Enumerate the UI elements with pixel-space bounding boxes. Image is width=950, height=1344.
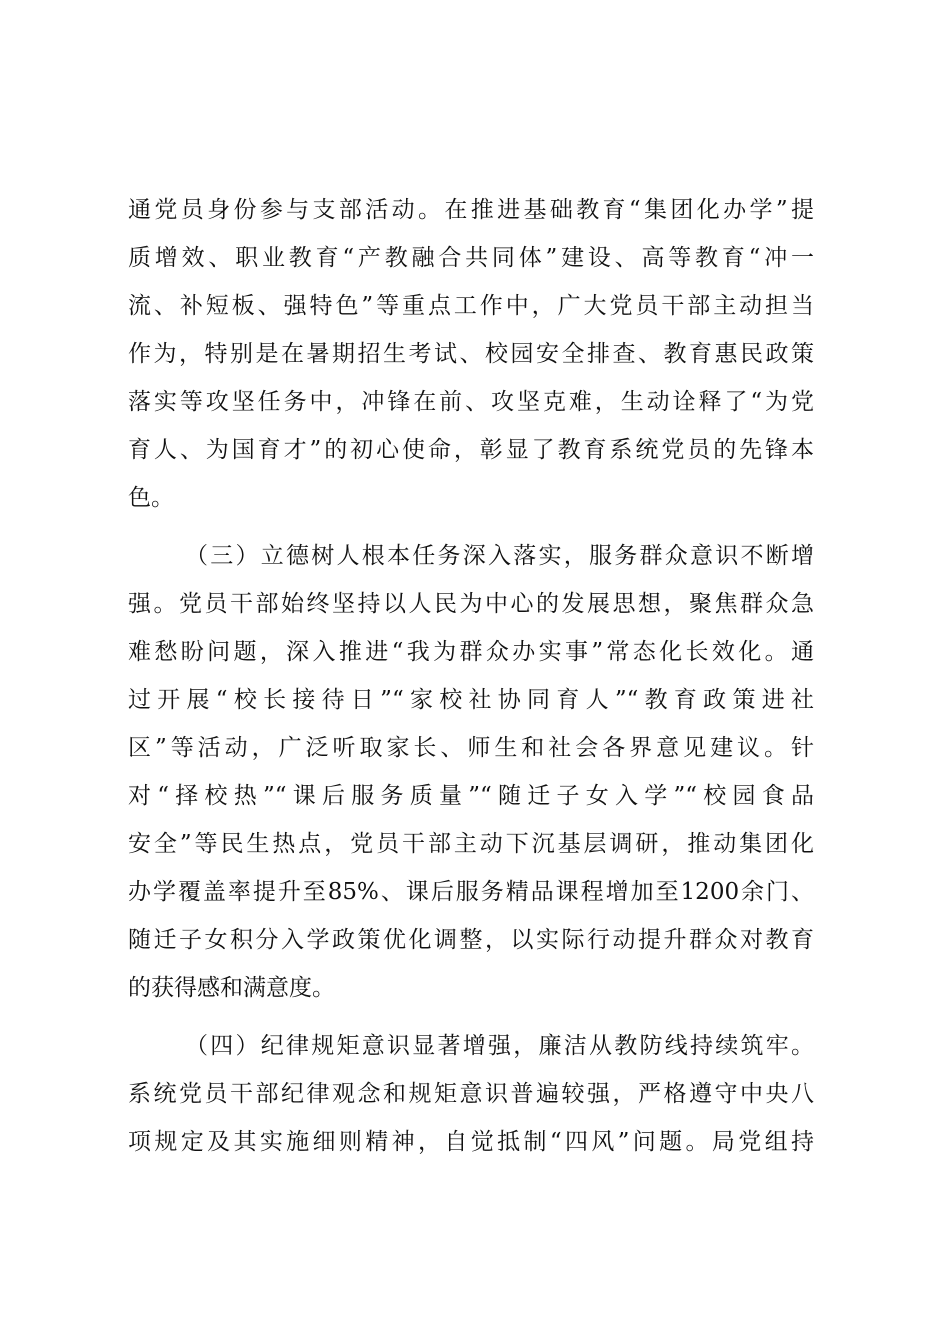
paragraph-continued <box>128 186 818 522</box>
text-line: 育人、为国育才”的初心使命，彰显了教育系统党员的先锋本 <box>128 437 814 463</box>
text-line: 流、补短板、强特色”等重点工作中，广大党员干部主动担当 <box>128 293 814 319</box>
text-line: 随迁子女积分入学政策优化调整，以实际行动提升群众对教育 <box>128 927 814 953</box>
text-line: 办学覆盖率提升至85%、课后服务精品课程增加至1200余门、 <box>128 879 814 905</box>
text-line: 过开展“校长接待日”“家校社协同育人”“教育政策进社 <box>128 687 814 713</box>
text-line: 系统党员干部纪律观念和规矩意识普遍较强，严格遵守中央八 <box>128 1081 814 1107</box>
text-line: 作为，特别是在暑期招生考试、校园安全排查、教育惠民政策 <box>128 341 814 367</box>
text-line: 区”等活动，广泛听取家长、师生和社会各界意见建议。针 <box>128 735 814 761</box>
text-line: 强。党员干部始终坚持以人民为中心的发展思想，聚焦群众急 <box>128 591 814 617</box>
text-line: 项规定及其实施细则精神，自觉抵制“四风”问题。局党组持 <box>128 1129 814 1155</box>
paragraph-gap <box>128 1012 818 1022</box>
text-line: 的获得感和满意度。 <box>128 975 335 1001</box>
section-heading-line: （三）立德树人根本任务深入落实，服务群众意识不断增 <box>185 543 814 569</box>
body-text <box>128 186 818 1166</box>
text-line: 难愁盼问题，深入推进“我为群众办实事”常态化长效化。通 <box>128 639 814 665</box>
text-line: 色。 <box>128 485 174 511</box>
text-line: 通党员身份参与支部活动。在推进基础教育“集团化办学”提 <box>128 197 814 223</box>
text-line: 落实等攻坚任务中，冲锋在前、攻坚克难，生动诠释了“为党 <box>128 389 814 415</box>
text-line: 对“择校热”“课后服务质量”“随迁子女入学”“校园食品 <box>128 783 814 809</box>
text-line: 安全”等民生热点，党员干部主动下沉基层调研，推动集团化 <box>128 831 814 857</box>
text-line: 质增效、职业教育“产教融合共同体”建设、高等教育“冲一 <box>128 245 814 271</box>
section-heading-line: （四）纪律规矩意识显著增强，廉洁从教防线持续筑牢。 <box>185 1033 814 1059</box>
paragraph-gap <box>128 522 818 532</box>
paragraph-section-4 <box>128 1022 818 1166</box>
paragraph-section-3 <box>128 532 818 1012</box>
